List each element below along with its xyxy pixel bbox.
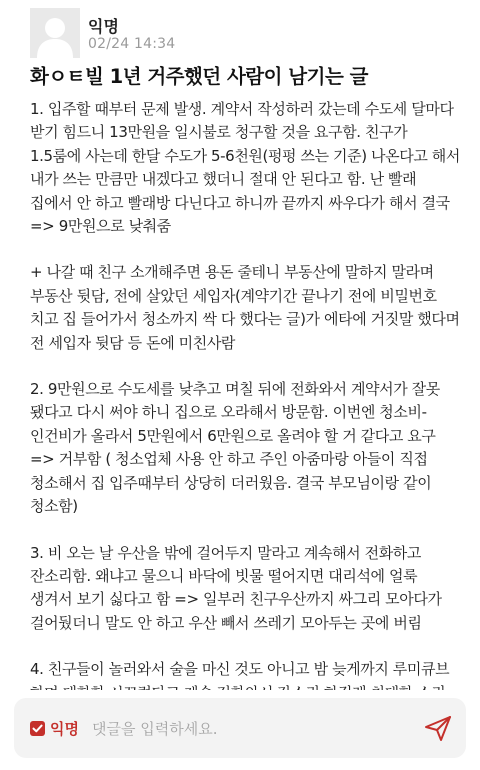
avatar-icon (30, 8, 80, 58)
comment-input[interactable] (90, 714, 414, 744)
post-paragraph: 4. 친구들이 놀러와서 술을 마신 것도 아니고 밤 늦게까지 루미큐브 (30, 660, 450, 679)
anonymous-label[interactable]: 익명 (50, 720, 79, 738)
post-paragraph: 2. 9만원으로 수도세를 낮추고 며칠 뒤에 전화와서 계약서가 잘못 됐다고 다시 써야 하니 집으로 오라해서 방문함. 이번엔 청소비-인건비가 올라서 5만원에서 6만원으로 올려야 할 거 같다고 요구 => 거부함 ( 청소업체 사용 안 하고 주인 아줌마랑 아들이 직접 청소해서 집 입주때부터 상당히 더러웠음. 결국 부모님이랑 같이 청소함) (30, 380, 440, 516)
comment-bar (0, 690, 480, 770)
post-paragraph: 1. 입주할 때부터 문제 발생. 계약서 작성하러 갔는데 수도세 달마다 받기 힘드니 13만원을 일시불로 청구할 것을 요구함. 친구가 1.5룸에 사는데 한달 수도가 5-6천원(펑펑 쓰는 기준) 나온다고 해서 내가 쓰는 만큼만 내겠다고 했더니 절대 안 된다고 함. 난 빨래 집에서 안 하고 빨래방 다닌다고 하니까 끝까지 싸우다가 해서 결국=> 9만원으로 낮춰줌 (30, 100, 460, 236)
anonymous-checkbox[interactable] (30, 721, 45, 736)
checkbox-checked-icon (30, 721, 45, 736)
post-header (30, 8, 450, 60)
post-date: 02/24 14:34 (88, 36, 176, 52)
post-body (30, 98, 460, 690)
comment-box (14, 698, 466, 758)
post-title: 화ㅇㅌ빌 1년 거주했던 사람이 남기는 글 (30, 65, 368, 88)
post-paragraph: 3. 비 오는 날 우산을 밖에 걸어두지 말라고 계속해서 전화하고 잔소리함. 왜냐고 물으니 바닥에 빗물 떨어지면 대리석에 얼룩 생겨서 보기 싫다고 함 => 일부러 친구우산까지 싸그리 모아다가 걸어뒀더니 말도 안 하고 우산 빼서 쓰레기 모아두는 곳에 버림 (30, 543, 442, 632)
author-name: 익명 (88, 17, 119, 36)
send-button[interactable] (422, 712, 454, 744)
paper-plane-send-icon (422, 712, 454, 744)
post-paragraph: + 나갈 때 친구 소개해주면 용돈 줄테니 부동산에 말하지 말라며 부동산 뒷담, 전에 살았던 세입자(계약기간 끝나기 전에 비밀번호 치고 집 들어가서 청소까지 싹 다 했다는 글)가 에타에 거짓말 했다며 전 세입자 뒷담 등 돈에 미친사람 (30, 263, 460, 352)
